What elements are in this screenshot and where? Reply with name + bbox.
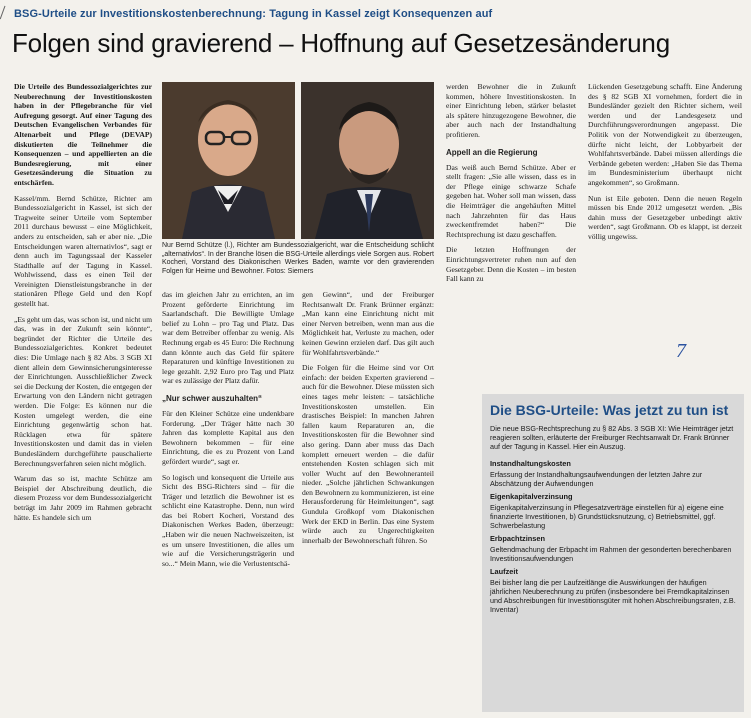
article-paragraph: Das weiß auch Bernd Schütze. Aber er stellt fragen: „Sie alle wissen, dass es in der Pflege einige schwarze Schafe gegeben hat. Woher soll man wissen, dass die Heimträger die angehäuften Mittel nach Jahrzehnten für das Haus zweckentfremdet haben?“ Die Rechtsprechung ist dazu geschaffen. bbox=[446, 162, 576, 239]
article-column-4 bbox=[588, 82, 742, 248]
article-headline: Folgen sind gravierend – Hoffnung auf Gesetzesänderung bbox=[12, 28, 670, 58]
article-paragraph: das im gleichen Jahr zu errichten, an im Prozent geförderte Einrichtung im Saarlandschaft. Die Bewilligte Umlage belief zu Lohn – pro Tag und Platz. Das war dem Betreiber offenbar zu wenig. Als Rechnung ergab es 45 Euro: Die Rechnung dann könnte auch das Geld für spätere Reparaturen und künftige Investitionen zu lege gezahlt. 2,92 Euro pro Tag und Platz war es zulässige der Platz dafür. bbox=[162, 290, 294, 386]
corner-mark bbox=[0, 6, 8, 21]
article-paragraph: werden Bewohner die in Zukunft kommen, höhere Investitionskosten. In einer Einrichtung leben, stärker belastet als spätere hinzugezogene Bewohner, die aber auch nach der Instandhaltung profitieren. bbox=[446, 82, 576, 139]
info-item-title: Erbpachtzinsen bbox=[490, 534, 546, 543]
article-paragraph: Kassel/mm. Bernd Schütze, Richter am Bundessozialgericht in Kassel, ist sich der Tragweite seiner Urteile vom September 2011 durchaus bewusst – eine Möglichkeit, anders zu entscheiden, sah er aber nie. „Die Entscheidungen waren alternativlos“, sagt er denn auch im Tagungssaal der Kasseler Stadthalle auf der Tagung in Kassel. Wohlwissend, dass es einen Teil der Vereinigten Dienstleistungsbranche in der stationären Pflege Geld und den Kopf gestellt hat. bbox=[14, 193, 152, 309]
info-item-text: Erfassung der Instandhaltungsaufwendungen der letzten Jahre zur Abschätzung der Aufwendungen bbox=[490, 470, 703, 488]
info-box-title: Die BSG-Urteile: Was jetzt zu tun ist bbox=[490, 402, 729, 418]
article-lead: Die Urteile des Bundessozialgerichtes zur Neuberechnung der Investitionskosten haben in der Pflegebranche für viel Aufregung gesorgt. Auf einer Tagung des Deutschen Evangelischen Verbandes für Altenarbeit und Pflege (DEVAP) diskutierten die Teilnehmer die Konsequenzen – und appellierten an die Bundesregierung, mit einer Gesetzesänderung die Situation zu entschärfen. bbox=[14, 82, 152, 187]
article-column-2 bbox=[162, 290, 294, 574]
page-number: 7 bbox=[676, 340, 686, 362]
article-subheading: „Nur schwer auszuhalten“ bbox=[162, 393, 263, 403]
info-item-title: Instandhaltungskosten bbox=[490, 459, 571, 468]
article-paragraph: Warum das so ist, machte Schütze am Beispiel der Abschreibung deutlich, die diesem Prozess vor dem Bundessozialgericht beträgt im Jahr 2009 im Rahmen gebracht hätte. Es handele sich um bbox=[14, 474, 152, 522]
article-paragraph: Lückenden Gesetzgebung schafft. Eine Änderung des § 82 SGB XI vornehmen, fordert die in Bundesländer gezielt den Richter sichern, weil werden und der Landesgesetz und Durchführungsverordnungen angepasst. Die Politik von der Notwendigkeit zu überzeugen, dürfte nicht leicht, der Lobbyarbeit der Wohlfahrtsverbände. Dabei müssen allerdings die Verbände gebeten werden: „Haben Sie das Thema im Bundesministerium überhaupt nicht angekommen“, so Großmann. bbox=[588, 82, 742, 187]
info-item bbox=[482, 455, 744, 488]
article-subheading: Appell an die Regierung bbox=[446, 147, 538, 157]
article-column-3 bbox=[446, 82, 576, 290]
info-item-title: Eigenkapitalverzinsung bbox=[490, 492, 573, 501]
info-item-text: Bei bisher lang die per Laufzeitlänge die Auswirkungen der häufigen jährlichen Neuberechnung zu prüfen (insbesondere bei Fremdkapitalzinsen und Abschreibungen für Investitionsgüter mit hohen Abschreibungsraten, z.B. Inventar) bbox=[490, 578, 736, 614]
article-column-3b bbox=[302, 290, 434, 551]
article-paragraph: gen Gewinn“, und der Freiburger Rechtsanwalt Dr. Frank Brünner ergänzt: „Man kann eine Einrichtung nicht mit einer Nerven betreiben, wenn man aus die Möglichkeit hat, Verluste zu machen, oder keinen Gewinn erzielen darf. Das gilt auch für Wohlfahrtsverbände.“ bbox=[302, 290, 434, 357]
article-paragraph: Nun ist Eile geboten. Denn die neuen Regeln müssen bis Ende 2012 umgesetzt werden. „Bis dahin muss der Gesetzgeber unbedingt aktiv werden“, sagt Großmann. Ob es klappt, ist derzeit völlig ungewiss. bbox=[588, 193, 742, 241]
info-item-text: Eigenkapitalverzinsung in Pflegesatzverträge einstellen für a) eigene eine finanzierte Investitionen, b) Grundstücksnutzung, c) Betriebsmittel, ggf. Schwerbelastung bbox=[490, 503, 724, 530]
info-item bbox=[482, 530, 744, 563]
article-paragraph: Die letzten Hoffnungen der Einrichtungsvertreter ruhen nun auf den Gesetzgeber. Denn die Kosten – im besten Fall kann zu bbox=[446, 245, 576, 284]
info-box-intro: Die neue BSG-Rechtsprechung zu § 82 Abs. 3 SGB XI: Wie Heimträger jetzt reagieren sollten, erläuterte der Freiburger Rechtsanwalt Dr. Frank Brünner auf der Tagung in Kassel. Hier ein Auszug. bbox=[490, 424, 734, 451]
article-paragraph: „Es geht um das, was schon ist, und nicht um das, was in der Zukunft sein könnte“, begründet der Richter die Urteile des Bundessozialgerichtes. Konkret bedeutet dies: Die Umlage nach § 82 Abs. 3 SGB XI dient allein dem Gewinnsicherungsinteresse der Einrichtungen. Ausschließlicher Zweck sei die Deckung der Kosten, die entgegen der Erwartung von den Ländern nicht getragen werden. Die Folge: Es können nur die Kosten umgelegt werden, die eine Einrichtung gegenwärtig schon hat. Rücklagen etwa für spätere Investitionskosten und damit das in vielen Bundesländern durchgeführte pauschalierte Berechnungsverfahren seien nicht möglich. bbox=[14, 314, 152, 468]
info-box bbox=[482, 394, 744, 712]
article-paragraph: Die Folgen für die Heime sind vor Ort einfach: der beiden Experten gravierend – auch für die Bewohner. Diese müssten sich eines tages mehr leisten: – tatsächliche Investitionskosten umstellen. Ein drastisches Beispiel: In manchen Jahren fallen kaum Reparaturen an, die Investitionskosten für die Bewohner sind also gering. Dann aber muss das Dach komplett erneuert werden – die dafür entstehenden Kosten schlagen sich mit voller Wucht auf den Bewohneranteil nieder. „Solche jährlichen Schwankungen den Bewohnern zu kommunizieren, ist eine Herausforderung für Heimleitungen“, sagt Gundula Großkopf vom Diakonischen Werk der EKD in Berlin. Das eine System würde auch zu Ungerechtigkeiten innerhalb der Bewohnerschaft führen. So bbox=[302, 363, 435, 545]
article-kicker: BSG-Urteile zur Investitionskostenberechnung: Tagung in Kassel zeigt Konsequenzen auf bbox=[14, 8, 493, 20]
photo-robert-kocheri bbox=[301, 82, 434, 239]
photo-caption: Nur Bernd Schütze (l.), Richter am Bundessozialgericht, war die Entscheidung schlicht „alternativlos“. In der Branche lösen die BSG-Urteile allerdings viele Sorgen aus. Robert Kocheri, Vorstand des Diakonischen Werkes Baden, warnte vor den gravierenden Folgen für Heime und Bewohner. Fotos: Siemers bbox=[162, 242, 434, 275]
info-item bbox=[482, 563, 744, 614]
info-item-title: Laufzeit bbox=[490, 567, 518, 576]
photo-bernd-schuetze bbox=[162, 82, 295, 239]
info-item-text: Geltendmachung der Erbpacht im Rahmen der gesonderten berechenbaren Investitionsaufwendungen bbox=[490, 545, 732, 563]
article-paragraph: So logisch und konsequent die Urteile aus Sicht des BSG-Richters sind – für die Träger und letztlich die Bewohner ist es schlicht eine Katastrophe. Denn, nun wird das bei Robert Kocheri, Vorstand des Diakonischen Werkes Baden, überzeugt: „Haben wir die neuen Nachweiszeiten, ist es um unsere Investitionen, die alles um wie auf die Versicherungsträgerin und so...“ Mein Mann, wie die Verlustentschä- bbox=[162, 472, 294, 568]
info-item bbox=[482, 488, 744, 530]
article-paragraph: Für den Kleiner Schütze eine undenkbare Forderung. „Der Träger hätte nach 30 Jahren das komplette Kapital aus den Bewohnern bekommen – für eine Einrichtung, die es zu Prozent von Land gefördert wurde“, sagt er. bbox=[162, 408, 294, 466]
article-column-1 bbox=[14, 82, 152, 528]
